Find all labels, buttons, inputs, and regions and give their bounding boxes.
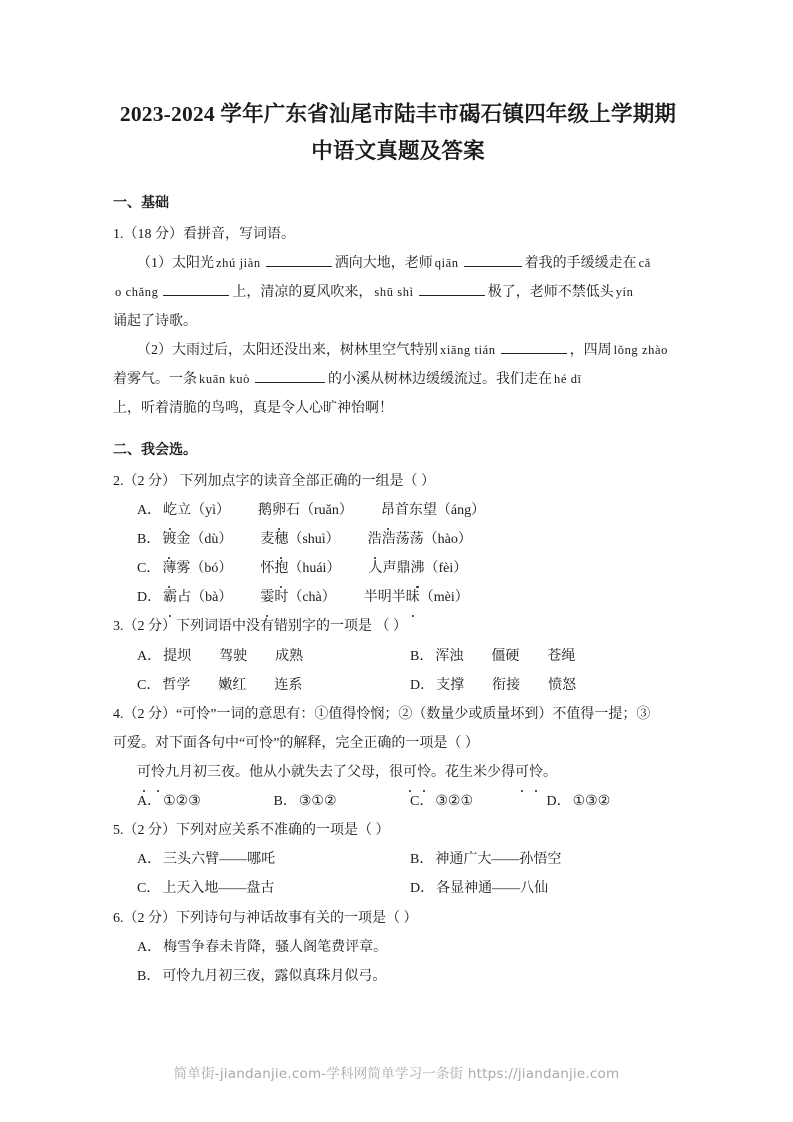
- question-4-option-b[interactable]: [274, 787, 411, 816]
- question-4-stem-line-2: 可爱。对下面各句中“可怜”的解释，完全正确的一项是（ ）: [113, 735, 479, 751]
- q1-p1-text-c: 着我的手缓缓走在: [524, 255, 637, 271]
- question-5-option-c[interactable]: [137, 874, 410, 903]
- question-4-option-d[interactable]: [547, 787, 684, 816]
- question-2-option-d[interactable]: [113, 583, 683, 612]
- q1-p2-text-b: 极了，老师不禁低头: [487, 284, 614, 300]
- question-3-stem: 3.（2 分）下列词语中没有错别字的一项是 （ ）: [113, 619, 407, 635]
- question-1-part-2-line-2: [113, 365, 683, 394]
- q4-ex-3: 可怜。: [515, 765, 557, 780]
- q3-option-c-label: C．: [137, 677, 161, 693]
- q2-option-a-items: [163, 503, 485, 518]
- q3-option-b-label: B．: [410, 648, 434, 664]
- q1-p5-text-a: 着雾气。一条: [113, 372, 197, 388]
- q6-option-b-label: B．: [137, 968, 161, 984]
- q2-d-item-3: 半明半昧（mèi）: [364, 583, 469, 612]
- q1-p1-text-a: （1）太阳光: [137, 255, 214, 271]
- dot-char: 霎: [260, 583, 274, 612]
- q5-option-b-text: 神通广大——孙悟空: [435, 852, 562, 868]
- question-5-options-row-1: [113, 845, 683, 874]
- question-1-part-1-line-2: [113, 278, 683, 307]
- question-2-stem: 2.（2 分） 下列加点字的读音全部正确的一组是（ ）: [113, 473, 435, 489]
- question-3-options-row-1: [113, 642, 683, 671]
- question-3-option-a[interactable]: [137, 642, 410, 671]
- dot-char: 可: [515, 758, 529, 787]
- question-1-stem: 1.（18 分）看拼音，写词语。: [113, 226, 295, 242]
- q2-c-item-3: 人声鼎沸（fèi）: [368, 554, 467, 583]
- question-1-part-1-line-1: [113, 249, 683, 278]
- question-5-option-d[interactable]: [410, 874, 683, 903]
- question-4-options-row: [113, 787, 683, 816]
- q2-option-b-label: B．: [137, 532, 161, 548]
- dot-char: 穗: [274, 525, 288, 554]
- dot-char: 昧: [406, 583, 420, 612]
- question-6-option-b[interactable]: [113, 962, 683, 991]
- page-title: 2023-2024 学年广东省汕尾市陆丰市碣石镇四年级上学期期中语文真题及答案: [119, 102, 677, 163]
- q1-pinyin-hedi: hé dī: [553, 372, 582, 387]
- question-4: [113, 700, 683, 816]
- q4-option-a-text: ①②③: [163, 794, 201, 810]
- question-1-part-2-line-1: [113, 336, 683, 365]
- question-2: [113, 467, 683, 613]
- q5-option-b-label: B．: [410, 852, 434, 868]
- q2-a-item-3: 昂首东望（áng）: [381, 496, 485, 525]
- q2-option-d-label: D．: [137, 590, 162, 606]
- question-3-option-d[interactable]: [410, 671, 683, 700]
- question-3: [113, 612, 683, 699]
- q1-pinyin-yin: yín: [615, 284, 634, 299]
- q3-a-words: 提坝 驾驶 成熟: [163, 648, 304, 664]
- question-5: [113, 816, 683, 903]
- q1-p1-text-b: 洒向大地，老师: [334, 255, 433, 271]
- q5-option-d-label: D．: [410, 881, 435, 897]
- page-content: [113, 0, 683, 991]
- section-heading-choice: 二、我会选。: [113, 443, 197, 459]
- q1-blank-3[interactable]: [163, 281, 229, 295]
- q2-option-b-items: [162, 532, 472, 547]
- q1-p4-text-b: ，四周: [569, 342, 612, 358]
- q2-option-d-items: [163, 590, 469, 605]
- question-2-option-a[interactable]: [113, 496, 683, 525]
- question-6: [113, 904, 683, 991]
- question-5-option-b[interactable]: [410, 845, 683, 874]
- question-1: [113, 220, 683, 424]
- dot-char: 怜: [417, 758, 431, 787]
- question-5-option-a[interactable]: [137, 845, 410, 874]
- question-4-stem-line-1: 4.（2 分）“可怜”一词的意思有：①值得怜悯；②（数量少或质量坏到）不值得一提；③: [113, 706, 651, 722]
- dot-char: 昂: [381, 496, 395, 525]
- question-6-stem: 6.（2 分）下列诗句与神话故事有关的一项是（ ）: [113, 910, 418, 926]
- q3-option-d-label: D．: [410, 677, 435, 693]
- question-2-option-b[interactable]: [113, 525, 683, 554]
- q4-option-d-label: D．: [546, 794, 571, 810]
- q2-c-item-1: 薄雾（bó）: [162, 554, 232, 583]
- q4-option-b-label: B．: [273, 794, 297, 810]
- q1-blank-5[interactable]: [501, 340, 567, 354]
- q1-blank-1[interactable]: [266, 252, 332, 266]
- q6-option-a-label: A．: [137, 939, 162, 955]
- q1-pinyin-ca: cǎ: [638, 255, 651, 270]
- question-1-part-2-line-3: 上，听着清脆的鸟鸣，真是令人心旷神怡啊！: [113, 401, 393, 417]
- q2-d-item-2: 霎时（chà）: [260, 583, 335, 612]
- q4-ex-2: 可怜。花生米少得: [403, 765, 515, 780]
- q4-option-c-label: C．: [410, 794, 434, 810]
- q1-pinyin-ochang: o chǎng: [115, 284, 159, 299]
- q2-option-c-items: [162, 561, 467, 576]
- dot-char: 霸: [163, 583, 177, 612]
- q2-a-item-1: 屹立（yì）: [163, 496, 230, 525]
- question-4-option-c[interactable]: [410, 787, 547, 816]
- q1-pinyin-zhujian: zhú jiàn: [216, 255, 261, 270]
- q6-option-b-text: 可怜九月初三夜，露似真珠月似弓。: [162, 968, 387, 984]
- q4-option-d-text: ①③②: [572, 794, 611, 810]
- q1-blank-6[interactable]: [255, 369, 325, 383]
- footer-watermark: 简单街-jiandanjie.com-学科网简单学习一条街 https://jiandanjie.com: [173, 1066, 620, 1082]
- q2-option-c-label: C．: [137, 561, 161, 577]
- q1-pinyin-qian: qiān: [434, 255, 459, 270]
- q4-option-c-text: ③②①: [435, 794, 473, 810]
- q4-option-a-label: A．: [137, 794, 162, 810]
- q1-p2-text-a: 上，清凉的夏风吹来，: [232, 284, 373, 300]
- question-3-options-row-2: [113, 671, 683, 700]
- q2-option-a-label: A．: [137, 503, 162, 518]
- q3-option-a-label: A．: [137, 648, 162, 664]
- q2-b-item-1: 镀金（dù）: [162, 525, 232, 554]
- q5-option-a-text: 三头六臂——哪吒: [163, 852, 276, 868]
- q5-option-c-text: 上天入地——盘古: [162, 881, 275, 897]
- q1-pinyin-shushi: shū shì: [374, 284, 414, 299]
- q1-pinyin-longzhao: lǒng zhào: [613, 342, 668, 357]
- q4-ex-1: 可怜九月初三夜。他从小就失去了父母，很: [137, 765, 403, 780]
- q3-b-words: 浑浊 僵硬 苍绳: [435, 648, 576, 664]
- question-1-part-1-line-3: 诵起了诗歌。: [113, 313, 197, 329]
- q1-blank-4[interactable]: [419, 281, 485, 295]
- q3-c-words: 哲学 嫩红 连系: [162, 677, 303, 693]
- q2-c-item-2: 怀抱（huái）: [260, 554, 340, 583]
- dot-char: 浩: [368, 525, 382, 554]
- q2-b-item-3: 浩浩荡荡（hào）: [368, 525, 472, 554]
- q6-option-a-text: 梅雪争春未肯降，骚人阁笔费评章。: [163, 939, 388, 955]
- question-5-stem: 5.（2 分）下列对应关系不准确的一项是（ ）: [113, 823, 390, 839]
- q4-option-b-text: ③①②: [298, 794, 337, 810]
- q5-option-d-text: 各显神通——八仙: [436, 881, 549, 897]
- dot-char: 怜: [529, 758, 543, 787]
- q3-d-words: 支撑 衔接 愤怒: [436, 677, 577, 693]
- q2-b-item-2: 麦穗（shuì）: [260, 525, 339, 554]
- question-4-example-sentence: [113, 758, 683, 787]
- q5-option-c-label: C．: [137, 881, 161, 897]
- q1-p4-text-a: （2）大雨过后，太阳还没出来，树林里空气特别: [137, 342, 438, 358]
- section-heading-basics: 一、基础: [113, 195, 169, 211]
- q5-option-a-label: A．: [137, 852, 162, 868]
- dot-char: 屹: [163, 496, 177, 525]
- q1-pinyin-kuankuo: kuān kuò: [199, 372, 250, 387]
- dot-char: 沸: [410, 554, 424, 583]
- dot-char: 可: [137, 758, 151, 787]
- dot-char: 可: [403, 758, 417, 787]
- question-3-option-c[interactable]: [137, 671, 410, 700]
- q1-p5-text-b: 的小溪从树林边缓缓流过。我们走在: [327, 372, 552, 388]
- dot-char: 卵: [272, 496, 286, 525]
- q2-a-item-2: 鹅卵石（ruǎn）: [258, 496, 353, 525]
- q1-pinyin-xiangtian: xiāng tián: [440, 342, 496, 357]
- dot-char: 怜: [151, 758, 165, 787]
- q2-d-item-1: 霸占（bà）: [163, 583, 232, 612]
- question-2-option-c[interactable]: [113, 554, 683, 583]
- dot-char: 镀: [162, 525, 176, 554]
- question-5-options-row-2: [113, 874, 683, 903]
- dot-char: 薄: [162, 554, 176, 583]
- dot-char: 抱: [274, 554, 288, 583]
- q1-blank-2[interactable]: [464, 252, 522, 266]
- question-3-option-b[interactable]: [410, 642, 683, 671]
- question-6-option-a[interactable]: [113, 933, 683, 962]
